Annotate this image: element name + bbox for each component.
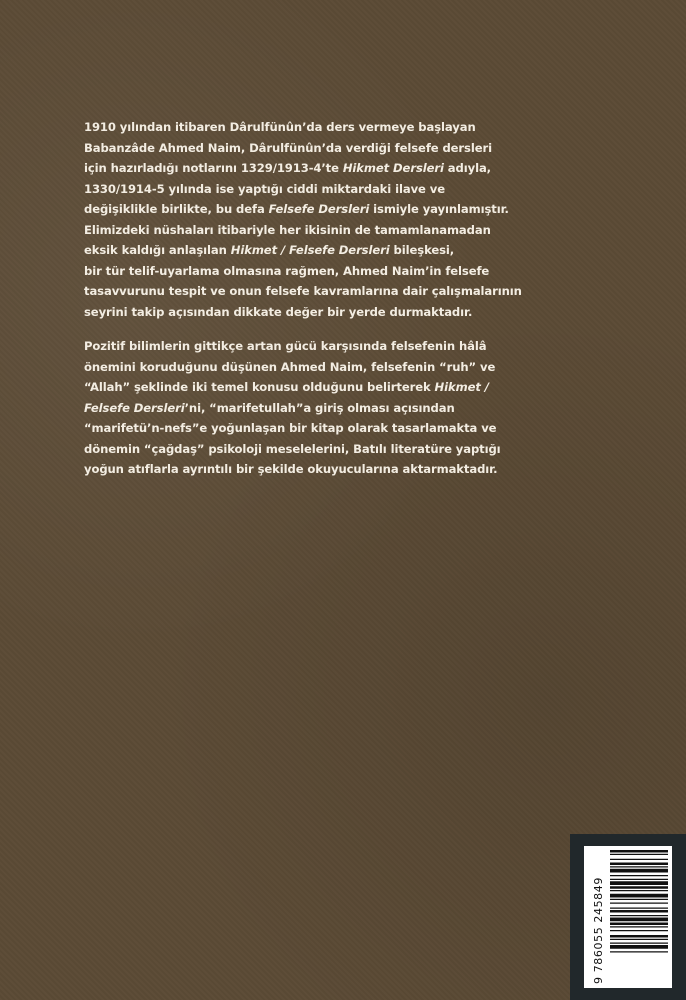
text-segment: Pozitif bilimlerin gittikçe artan gücü karşısında felsefenin hâlâ (84, 339, 487, 353)
barcode-bar (610, 859, 668, 860)
text-segment: bileşkesi, (389, 243, 455, 257)
text-segment: bir tür telif-uyarlama olmasına rağmen, Ahmed Naim’in felsefe (84, 263, 490, 278)
barcode-panel (570, 834, 686, 1000)
barcode-bar (610, 879, 668, 880)
text-segment: adıyla, (443, 161, 491, 175)
text-line (84, 459, 498, 480)
text-line (84, 261, 490, 282)
barcode-bar (610, 945, 668, 949)
paragraph-1 (84, 117, 522, 322)
barcode-bar (610, 863, 668, 866)
text-segment: 1910 yılından itibaren Dârulfünûn’da ders vermeye başlayan (84, 120, 476, 134)
text-segment: değişiklikle birlikte, bu defa (84, 202, 269, 216)
book-title-text: Felsefe Dersleri (84, 400, 185, 415)
text-segment: “Allah” şeklinde iki temel konusu olduğunu belirterek (84, 380, 435, 394)
barcode-bar (610, 899, 668, 900)
text-line (84, 418, 497, 439)
barcode-bar (610, 908, 668, 909)
text-segment: için hazırladığı notlarını 1329/1913-4’te (84, 161, 343, 175)
barcode-bar (610, 886, 668, 889)
paragraph-2 (84, 336, 501, 480)
text-line (84, 439, 501, 460)
isbn-digits: 9 786055 245849 (592, 877, 605, 984)
isbn-barcode (584, 846, 672, 988)
text-segment: dönemin “çağdaş” psikoloji meselelerini, Batılı literatüre yaptığı (84, 441, 501, 456)
text-segment: önemini koruduğunu düşünen Ahmed Naim, felsefenin “ruh” ve (84, 359, 496, 374)
text-line (84, 240, 484, 261)
book-title-text: Felsefe Dersleri (268, 202, 370, 216)
barcode-bar (610, 869, 668, 873)
text-line (84, 138, 492, 159)
text-segment: Elimizdeki nüshaları itibariyle her ikisinin de tamamlanamadan (84, 222, 491, 237)
text-segment: tasavvurunu tespit ve onun felsefe kavramlarına dair çalışmalarının (84, 284, 522, 298)
text-line (84, 336, 487, 357)
text-line (84, 179, 484, 200)
text-line (84, 220, 491, 241)
barcode-bar (610, 939, 668, 940)
text-segment: ’ni, “marifetullah”a giriş olması açısından (184, 400, 455, 415)
text-line (84, 357, 496, 378)
barcode-bar (610, 926, 668, 927)
text-line (84, 281, 522, 302)
barcode-bar (610, 915, 668, 916)
text-line (84, 377, 489, 398)
book-title-text: Hikmet / Felsefe Dersleri (230, 243, 390, 257)
text-segment: eksik kaldığı anlaşılan (84, 243, 231, 257)
barcode-bar (610, 910, 668, 913)
barcode-bar (610, 875, 668, 876)
text-line (84, 158, 491, 179)
barcode-bar (610, 903, 668, 904)
book-title-text: Hikmet Dersleri (342, 161, 444, 175)
barcode-bar (610, 866, 668, 867)
barcode-bar (610, 881, 668, 885)
text-segment: yoğun atıflarla ayrıntılı bir şekilde okuyucularına aktarmaktadır. (84, 462, 498, 476)
text-line (84, 117, 484, 138)
barcode-bar (610, 923, 668, 926)
text-line (84, 398, 484, 419)
barcode-bar (610, 850, 668, 853)
text-segment: ismiyle yayınlamıştır. (369, 202, 509, 216)
text-segment: seyrini takip açısından dikkate değer bir yerde durmaktadır. (84, 304, 473, 319)
barcode-bar (610, 854, 668, 855)
barcode-bar (610, 890, 668, 891)
barcode-bar (610, 935, 668, 938)
text-segment: 1330/1914-5 yılında ise yaptığı ciddi miktardaki ilave ve (84, 181, 445, 196)
barcode-bar (610, 930, 668, 931)
barcode-bar (610, 918, 668, 922)
book-title-text: Hikmet / (434, 380, 489, 394)
back-cover-blurb (84, 117, 522, 494)
text-segment: Babanzâde Ahmed Naim, Dârulfünûn’da verdiği felsefe dersleri (84, 140, 492, 155)
barcode-bar (610, 894, 668, 898)
barcode-bar (610, 951, 668, 952)
text-segment: “marifetü’n-nefs”e yoğunlaşan bir kitap olarak tasarlamakta ve (84, 421, 497, 435)
barcode-bar (610, 943, 668, 944)
text-line (84, 302, 484, 323)
text-line (84, 199, 509, 220)
